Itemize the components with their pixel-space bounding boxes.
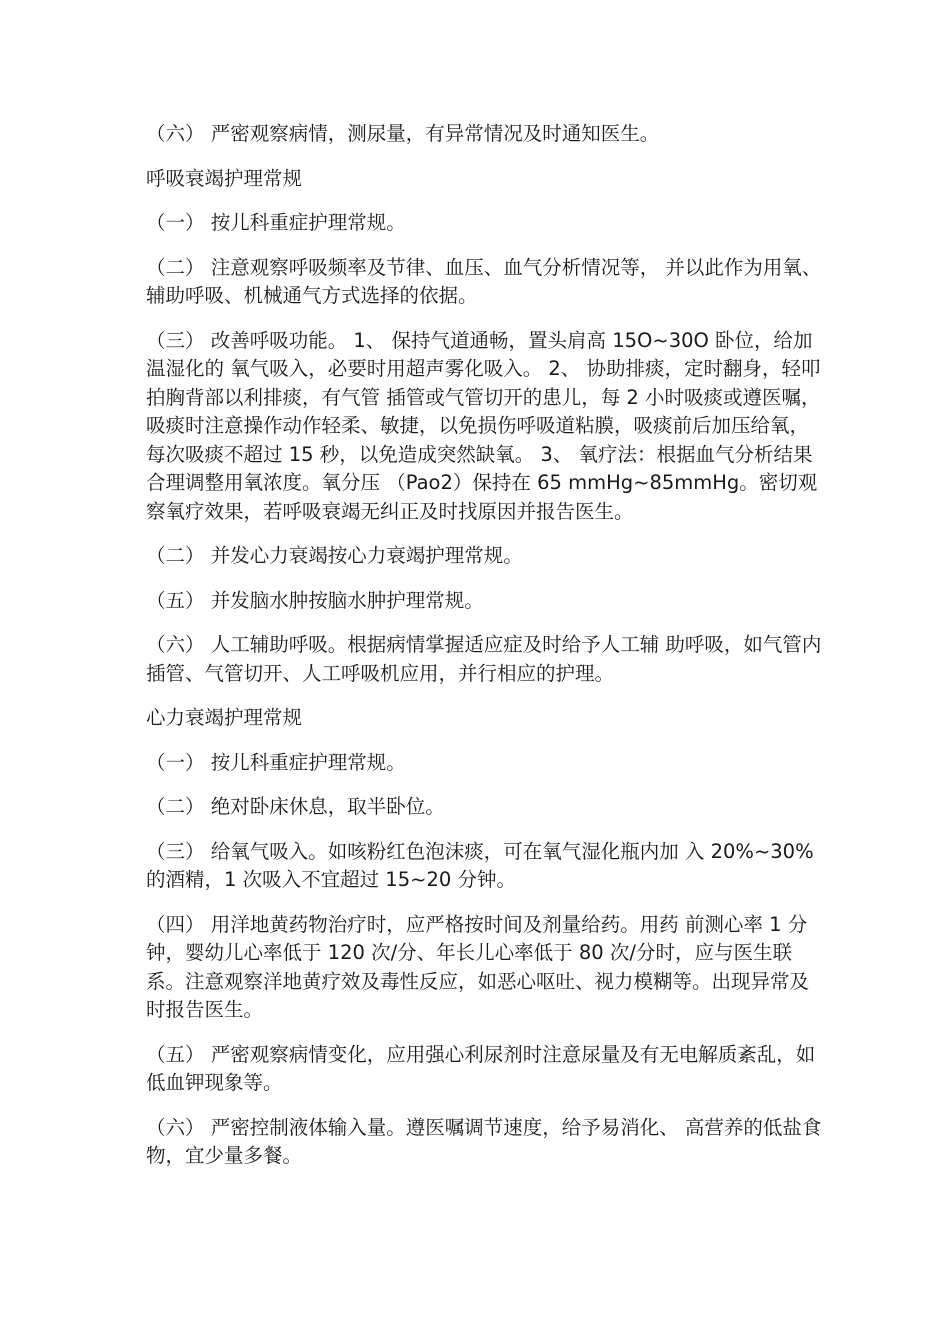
paragraph-observe-urine: （六） 严密观察病情，测尿量，有异常情况及时通知医生。 <box>146 122 660 145</box>
document-page <box>146 120 822 1187</box>
paragraph-resp-3: （三） 改善呼吸功能。 1、 保持气道通畅，置头肩高 15O~30O 卧位，给加温湿化的 氧气吸入，必要时用超声雾化吸入。 2、 协助排痰，定时翻身，轻叩拍胸背部以利排痰，有气管 插管或气管切开的患儿，每 2 小时吸痰或遵医嘱，吸痰时注意操作动作轻柔、敏捷，以免损伤呼吸道粘膜，吸痰前后加压给氧，每次吸痰不超过 15 秒，以免造成突然缺氧。 3、 氧疗法：根据血气分析结果合理调整用氧浓度。氧分压 （Pao2）保持在 65 mmHg~85mmHg。密切观察氧疗效果，若呼吸衰竭无纠正及时找原因并报告医生。 <box>146 328 821 523</box>
paragraph-heart-6: （六） 严密控制液体输入量。遵医嘱调节速度，给予易消化、 高营养的低盐食物，宜少量多餐。 <box>146 1115 822 1167</box>
paragraph-resp-1: （一） 按儿科重症护理常规。 <box>146 211 406 234</box>
section-title-heart-failure: 心力衰竭护理常规 <box>146 706 303 729</box>
paragraph-heart-1: （一） 按儿科重症护理常规。 <box>146 750 406 774</box>
paragraph-resp-2: （二） 注意观察呼吸频率及节律、血压、血气分析情况等， 并以此作为用氧、辅助呼吸、机械通气方式选择的依据。 <box>146 255 822 307</box>
paragraph-heart-5: （五） 严密观察病情变化，应用强心利尿剂时注意尿量及有无电解质紊乱，如低血钾现象等。 <box>146 1042 816 1094</box>
paragraph-resp-6: （六） 人工辅助呼吸。根据病情掌握适应症及时给予人工辅 助呼吸，如气管内插管、气管切开、人工呼吸机应用，并行相应的护理。 <box>146 633 822 685</box>
paragraph-resp-4: （二） 并发心力衰竭按心力衰竭护理常规。 <box>146 544 523 567</box>
section-title-respiratory-failure: 呼吸衰竭护理常规 <box>146 166 303 190</box>
paragraph-heart-4: （四） 用洋地黄药物治疗时，应严格按时间及剂量给药。用药 前测心率 1 分钟，婴幼儿心率低于 120 次/分、年长儿心率低于 80 次/分时，应与医生联系。注意观察洋地黄疗效及毒性反应，如恶心呕吐、视力模糊等。出现异常及时报告医生。 <box>146 912 810 1021</box>
paragraph-heart-2: （二） 绝对卧床休息，取半卧位。 <box>146 795 445 818</box>
paragraph-heart-3: （三） 给氧气吸入。如咳粉红色泡沫痰，可在氧气湿化瓶内加 入 20%~30%的酒精，1 次吸入不宜超过 15~20 分钟。 <box>146 839 814 891</box>
paragraph-resp-5: （五） 并发脑水肿按脑水肿护理常规。 <box>146 588 484 612</box>
